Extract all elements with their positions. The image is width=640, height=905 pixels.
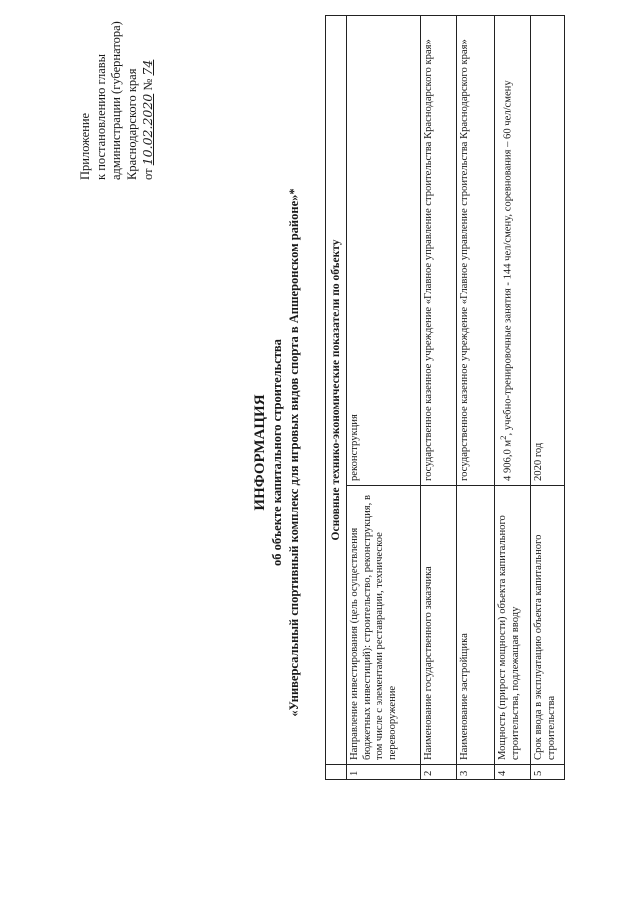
row-number: 5 [531,765,565,780]
row-label: Мощность (прирост мощности) объекта капитального строительства, подлежащая вводу [495,486,531,765]
capacity-area: 4 906,0 м [502,439,514,481]
appendix-date-line [140,10,157,180]
appendix-line: администрации (губернатора) [109,21,124,180]
row-value [495,16,531,486]
table-header-row [326,16,347,780]
number-prefix: № [141,78,156,91]
row-label: Срок ввода в эксплуатацию объекта капитального строительства [531,486,565,765]
appendix-line: к постановлению главы [93,53,108,180]
header-blank-cell [326,765,347,780]
indicators-table [325,15,565,780]
document-title: ИНФОРМАЦИЯ [252,394,268,511]
row-value: реконструкция [347,16,421,486]
date-value: 10.02.2020 [140,93,156,166]
date-prefix: от [141,168,156,180]
table-row [495,16,531,780]
row-label: Наименование застройщика [457,486,495,765]
number-value: 74 [140,59,156,76]
table-row [347,16,421,780]
table-row [531,16,565,780]
row-number: 2 [421,765,457,780]
capacity-details: , учебно-тренировочные занятия - 144 чел/смену, соревнования – 60 чел/смену [502,80,514,436]
row-number: 1 [347,765,421,780]
table-header: Основные технико-экономические показатели по объекту [326,16,347,765]
row-label: Направление инвестирования (цель осуществления бюджетных инвестиций): строительство, реконструкция, в том числе с элементами реставрации, техническое перевооружение [347,486,421,765]
row-value: 2020 год [531,16,565,486]
table-row [421,16,457,780]
object-name: «Универсальный спортивный комплекс для игровых видов спорта в Апшеронском районе»* [287,188,301,717]
capacity-area-unit-exp: 2 [498,435,509,440]
row-value: государственное казенное учреждение «Главное управление строительства Краснодарского края» [457,16,495,486]
appendix-block [78,10,157,180]
appendix-line: Краснодарского края [124,68,139,180]
table-row [457,16,495,780]
row-label: Наименование государственного заказчика [421,486,457,765]
appendix-line: Приложение [78,112,92,180]
row-value: государственное казенное учреждение «Главное управление строительства Краснодарского края» [421,16,457,486]
document-subtitle: об объекте капитального строительства [270,339,284,566]
row-number: 3 [457,765,495,780]
row-number: 4 [495,765,531,780]
